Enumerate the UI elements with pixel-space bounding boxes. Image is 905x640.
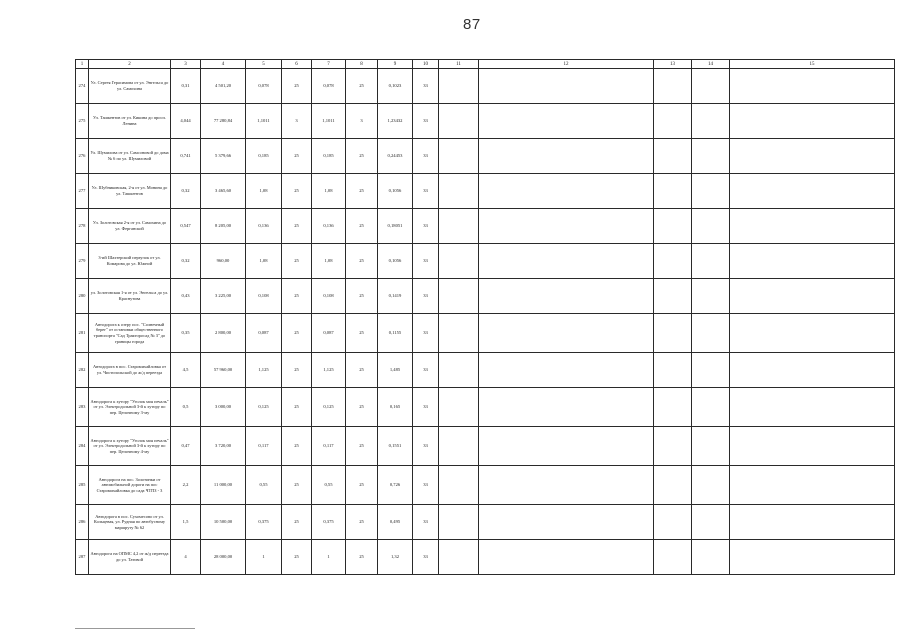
- table-cell: [692, 174, 730, 209]
- table-cell: 25: [346, 505, 378, 540]
- table-cell: 3 225,00: [201, 279, 246, 314]
- table-cell: [730, 69, 895, 104]
- table-cell: 0,495: [378, 505, 413, 540]
- table-cell: 25: [282, 279, 312, 314]
- table-cell: 33: [413, 314, 439, 353]
- table-cell: [692, 314, 730, 353]
- table-cell: [692, 388, 730, 427]
- column-header: 2: [89, 60, 171, 69]
- table-row: [76, 466, 895, 505]
- table-cell: 4,5: [171, 353, 201, 388]
- table-cell: 0,117: [312, 427, 346, 466]
- table-cell: [730, 104, 895, 139]
- table-cell: [730, 353, 895, 388]
- table-cell: [730, 174, 895, 209]
- table-cell: 0,125: [312, 388, 346, 427]
- table-cell: 0,5: [171, 388, 201, 427]
- column-header: 15: [730, 60, 895, 69]
- table-cell: 0,24453: [378, 139, 413, 174]
- header-row: [76, 60, 895, 69]
- table-cell: [439, 174, 479, 209]
- table-cell: 25: [346, 139, 378, 174]
- table-cell: 25: [282, 353, 312, 388]
- table-cell: 25: [282, 174, 312, 209]
- table-cell: [479, 353, 654, 388]
- road-name-cell: Автодорога в пос. Старомихайловка от ул. Чистопольской до ж/д переезда: [89, 353, 171, 388]
- table-row: [76, 353, 895, 388]
- table-cell: [730, 505, 895, 540]
- table-cell: [479, 466, 654, 505]
- table-row: [76, 314, 895, 353]
- table-cell: 275: [76, 104, 89, 139]
- table-cell: 8 205,00: [201, 209, 246, 244]
- table-cell: 33: [413, 244, 439, 279]
- table-cell: 25: [282, 505, 312, 540]
- table-cell: 25: [346, 244, 378, 279]
- column-header: 12: [479, 60, 654, 69]
- table-cell: 0,32: [171, 174, 201, 209]
- table-cell: [692, 139, 730, 174]
- table-cell: 0,165: [378, 388, 413, 427]
- column-header: 7: [312, 60, 346, 69]
- table-cell: [479, 104, 654, 139]
- road-name-cell: Ул. Шубниковская, 2-я от ул. Монина до ул. Ташкентов: [89, 174, 171, 209]
- table-cell: 0,185: [312, 139, 346, 174]
- table-cell: 25: [282, 466, 312, 505]
- table-cell: [730, 427, 895, 466]
- table-cell: [692, 209, 730, 244]
- table-cell: 25: [282, 314, 312, 353]
- table-cell: 4,044: [171, 104, 201, 139]
- table-cell: [692, 353, 730, 388]
- table-cell: 1,08: [246, 244, 282, 279]
- table-cell: [439, 540, 479, 575]
- table-cell: 0,547: [171, 209, 201, 244]
- column-header: 11: [439, 60, 479, 69]
- table-cell: 0,741: [171, 139, 201, 174]
- table-cell: 0,136: [246, 209, 282, 244]
- table-cell: [692, 466, 730, 505]
- table-cell: 25: [282, 139, 312, 174]
- table-cell: 11 000,00: [201, 466, 246, 505]
- table-cell: [692, 427, 730, 466]
- table-cell: [479, 505, 654, 540]
- table-cell: 3 465,60: [201, 174, 246, 209]
- column-header: 9: [378, 60, 413, 69]
- column-header: 13: [654, 60, 692, 69]
- table-cell: 1,1011: [312, 104, 346, 139]
- table-cell: [692, 540, 730, 575]
- table-cell: 0,185: [246, 139, 282, 174]
- table-cell: 0,108: [312, 279, 346, 314]
- table-cell: 0,55: [246, 466, 282, 505]
- table-cell: 1,1011: [246, 104, 282, 139]
- table-cell: 33: [413, 279, 439, 314]
- table-cell: 0,117: [246, 427, 282, 466]
- table-cell: [730, 388, 895, 427]
- table-cell: [654, 314, 692, 353]
- table-row: [76, 69, 895, 104]
- table-cell: 0,726: [378, 466, 413, 505]
- table-row: [76, 540, 895, 575]
- table-cell: [439, 466, 479, 505]
- table-cell: 25: [346, 388, 378, 427]
- table-cell: 77 280,84: [201, 104, 246, 139]
- table-cell: 0,32: [171, 244, 201, 279]
- table-cell: [439, 314, 479, 353]
- table-row: [76, 279, 895, 314]
- table-cell: 2 800,00: [201, 314, 246, 353]
- table-cell: [479, 139, 654, 174]
- column-header: 4: [201, 60, 246, 69]
- table-cell: [730, 139, 895, 174]
- table-row: [76, 139, 895, 174]
- table-cell: [654, 104, 692, 139]
- table-cell: 1,5: [171, 505, 201, 540]
- table-row: [76, 244, 895, 279]
- table-cell: 0,108: [246, 279, 282, 314]
- table-cell: [654, 505, 692, 540]
- table-cell: 33: [413, 427, 439, 466]
- road-name-cell: Автодорога на пос. Золотинки от автомобильной дороги на пос Старомихайловка до сада ЧТПЗ - 3: [89, 466, 171, 505]
- table-cell: 1,08: [312, 244, 346, 279]
- table-cell: 3: [346, 104, 378, 139]
- table-cell: [439, 353, 479, 388]
- table-cell: [439, 279, 479, 314]
- table-cell: 25: [282, 540, 312, 575]
- table-cell: [479, 427, 654, 466]
- table-cell: 3 720,00: [201, 427, 246, 466]
- table-cell: 0,1056: [378, 244, 413, 279]
- table-cell: [692, 104, 730, 139]
- table-cell: 1,23432: [378, 104, 413, 139]
- table-cell: [654, 388, 692, 427]
- table-row: [76, 209, 895, 244]
- table-cell: 1,32: [378, 540, 413, 575]
- table-cell: 25: [346, 353, 378, 388]
- table-cell: [479, 279, 654, 314]
- table-body: [76, 69, 895, 575]
- table-cell: 3 000,00: [201, 388, 246, 427]
- table-row: [76, 427, 895, 466]
- column-header: 1: [76, 60, 89, 69]
- table-cell: [439, 104, 479, 139]
- table-cell: [654, 244, 692, 279]
- table-cell: 25: [282, 427, 312, 466]
- table-cell: [730, 466, 895, 505]
- table-cell: 0,1056: [378, 174, 413, 209]
- table-cell: 280: [76, 279, 89, 314]
- table-cell: 25: [346, 209, 378, 244]
- table-cell: [654, 540, 692, 575]
- table-cell: 1,08: [246, 174, 282, 209]
- table-cell: [692, 505, 730, 540]
- table-cell: 28 000,00: [201, 540, 246, 575]
- table-cell: 25: [346, 540, 378, 575]
- table-cell: 33: [413, 466, 439, 505]
- road-name-cell: Автодорога к хутору "Уголок моя печаль" от ул. Электродольной 3-й к хутору по пер. Цепочному 4-му: [89, 427, 171, 466]
- table-cell: [730, 244, 895, 279]
- table-cell: 33: [413, 139, 439, 174]
- table-cell: 33: [413, 505, 439, 540]
- table-cell: 0,47: [171, 427, 201, 466]
- road-name-cell: Ул. Золотовская 2-я от ул. Самохина до ул. Ферганской: [89, 209, 171, 244]
- road-registry-table: [75, 59, 895, 575]
- table-cell: 25: [346, 279, 378, 314]
- table-cell: [439, 139, 479, 174]
- table-cell: 4: [171, 540, 201, 575]
- table-cell: 10 500,00: [201, 505, 246, 540]
- table-cell: 279: [76, 244, 89, 279]
- table-cell: 33: [413, 388, 439, 427]
- table-cell: 281: [76, 314, 89, 353]
- road-name-cell: Ул. Сергея Герасимова от ул. Энгельса до ул. Самохина: [89, 69, 171, 104]
- table-cell: 3: [282, 104, 312, 139]
- table-cell: [654, 174, 692, 209]
- table-cell: [654, 353, 692, 388]
- table-cell: [439, 505, 479, 540]
- table-cell: [479, 69, 654, 104]
- table-cell: 33: [413, 69, 439, 104]
- table-cell: 25: [282, 69, 312, 104]
- table-cell: 1,08: [312, 174, 346, 209]
- table-cell: 0,375: [246, 505, 282, 540]
- table-cell: 0,1155: [378, 314, 413, 353]
- table-cell: [654, 139, 692, 174]
- table-cell: 33: [413, 353, 439, 388]
- table-cell: [439, 69, 479, 104]
- table-cell: [692, 69, 730, 104]
- table-cell: 0,087: [312, 314, 346, 353]
- column-header: 5: [246, 60, 282, 69]
- table-cell: 960,00: [201, 244, 246, 279]
- table-cell: 1: [246, 540, 282, 575]
- table-cell: 0,087: [246, 314, 282, 353]
- table-cell: 25: [346, 314, 378, 353]
- table-cell: 33: [413, 540, 439, 575]
- table-cell: 0,18051: [378, 209, 413, 244]
- table-cell: 274: [76, 69, 89, 104]
- table-cell: 1,125: [246, 353, 282, 388]
- table-cell: [479, 209, 654, 244]
- table-cell: 0,136: [312, 209, 346, 244]
- table-cell: 33: [413, 104, 439, 139]
- table-cell: 0,1551: [378, 427, 413, 466]
- column-header: 10: [413, 60, 439, 69]
- table-cell: [654, 427, 692, 466]
- column-header: 6: [282, 60, 312, 69]
- road-name-cell: 3-ий Шахтерский переулок от ул. Комарова до ул. Южной: [89, 244, 171, 279]
- road-name-cell: Автодорога к хутору "Уголок моя печаль" от ул. Электродольной 3-й к хутору по пер. Цепочному 3-му: [89, 388, 171, 427]
- table-cell: 33: [413, 174, 439, 209]
- table-cell: [654, 209, 692, 244]
- table-cell: 0,078: [246, 69, 282, 104]
- table-cell: [439, 244, 479, 279]
- table-cell: 25: [282, 209, 312, 244]
- table-cell: [654, 279, 692, 314]
- table-cell: 25: [282, 244, 312, 279]
- table-cell: 0,375: [312, 505, 346, 540]
- table-cell: 5 379,66: [201, 139, 246, 174]
- table-cell: 1,125: [312, 353, 346, 388]
- table-cell: 1,485: [378, 353, 413, 388]
- table-cell: [730, 314, 895, 353]
- table-cell: 25: [346, 466, 378, 505]
- table-cell: 278: [76, 209, 89, 244]
- table-cell: 25: [346, 174, 378, 209]
- table-cell: [439, 427, 479, 466]
- table-cell: [479, 540, 654, 575]
- table-cell: 0,43: [171, 279, 201, 314]
- table-cell: 4 501,20: [201, 69, 246, 104]
- table-cell: 287: [76, 540, 89, 575]
- column-header: 3: [171, 60, 201, 69]
- table-cell: 25: [346, 69, 378, 104]
- footer-rule: [75, 628, 195, 629]
- table-cell: 276: [76, 139, 89, 174]
- table-cell: [479, 388, 654, 427]
- table-cell: 0,55: [312, 466, 346, 505]
- table-row: [76, 505, 895, 540]
- table-cell: 282: [76, 353, 89, 388]
- table-cell: [730, 540, 895, 575]
- table-cell: 0,35: [171, 314, 201, 353]
- column-header: 14: [692, 60, 730, 69]
- table-cell: [730, 279, 895, 314]
- table-cell: 2,2: [171, 466, 201, 505]
- table-cell: 286: [76, 505, 89, 540]
- road-name-cell: Ул. Ташкентов от ул. Кикина до просп. Ленина: [89, 104, 171, 139]
- road-name-cell: Автодорога к озеру пос. "Солнечный берег" от остановки общественного транспорта "Сад Тракторосад № 3" до границы города: [89, 314, 171, 353]
- column-header: 8: [346, 60, 378, 69]
- table-row: [76, 174, 895, 209]
- table-row: [76, 104, 895, 139]
- table-cell: 33: [413, 209, 439, 244]
- road-name-cell: ул. Золотовская 1-я от ул. Энгельса до ул. Краснутова: [89, 279, 171, 314]
- table-cell: [692, 244, 730, 279]
- table-cell: 285: [76, 466, 89, 505]
- table-cell: 25: [346, 427, 378, 466]
- road-name-cell: Автодорога на ОПМС 4,2 от ж/д переезда до ул. Татовой: [89, 540, 171, 575]
- table-cell: 283: [76, 388, 89, 427]
- table-cell: [479, 244, 654, 279]
- table-cell: [730, 209, 895, 244]
- table-cell: [439, 388, 479, 427]
- table-cell: [692, 279, 730, 314]
- table-cell: 0,1419: [378, 279, 413, 314]
- table-cell: 57 960,00: [201, 353, 246, 388]
- table-cell: [479, 174, 654, 209]
- table-row: [76, 388, 895, 427]
- table-cell: 0,078: [312, 69, 346, 104]
- table-cell: 25: [282, 388, 312, 427]
- table-cell: 1: [312, 540, 346, 575]
- page-number: 87: [463, 16, 481, 33]
- table-cell: 0,125: [246, 388, 282, 427]
- road-name-cell: Ул. Шумилова от ул. Самсоновой до дома № 6 по ул. Шумиловой: [89, 139, 171, 174]
- table-cell: [479, 314, 654, 353]
- table-cell: [654, 466, 692, 505]
- table-cell: 0,31: [171, 69, 201, 104]
- table-cell: [439, 209, 479, 244]
- road-name-cell: Автодорога в пос. Сухомесово от ул. Кольцевая, ул. Рудная по автобусному маршруту № 62: [89, 505, 171, 540]
- table-cell: 277: [76, 174, 89, 209]
- table-cell: [654, 69, 692, 104]
- table-cell: 284: [76, 427, 89, 466]
- table-cell: 0,1023: [378, 69, 413, 104]
